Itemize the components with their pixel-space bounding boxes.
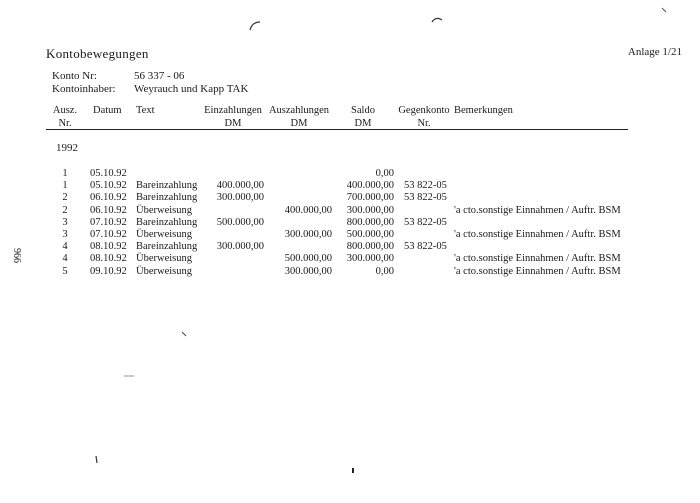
statement-nr-cell: 1 xyxy=(62,168,68,179)
statement-nr-cell: 2 xyxy=(62,192,68,204)
balance-cell: 500.000,00 xyxy=(346,229,394,240)
remark-cell: 'a cto.sonstige Einnahmen / Auftr. BSM xyxy=(454,265,621,277)
header-text: Text xyxy=(136,105,155,116)
date-cell: 05.10.92 xyxy=(90,180,127,192)
statement-nr-cell: 4 xyxy=(62,253,68,265)
counter-account-cell: 53 822-05 xyxy=(404,216,447,228)
remark-cell: 'a cto.sonstige Einnahmen / Auftr. BSM xyxy=(454,204,621,216)
date-cell: 09.10.92 xyxy=(90,265,127,277)
text-cell: Bareinzahlung xyxy=(136,180,198,192)
withdrawal-cell: 400.000,00 xyxy=(284,204,332,216)
withdrawal-cell: 300.000,00 xyxy=(284,229,332,240)
text-cell: Überweisung xyxy=(136,229,192,240)
date-cell: 05.10.92 xyxy=(90,168,127,179)
statement-nr-cell: 3 xyxy=(62,229,68,240)
deposit-cell: 300.000,00 xyxy=(216,241,264,253)
text-cell: Überweisung xyxy=(136,253,192,265)
text-cell: Bareinzahlung xyxy=(136,216,198,228)
date-cell: 08.10.92 xyxy=(90,241,127,253)
side-page-number: 966 xyxy=(11,248,22,263)
date-cell: 07.10.92 xyxy=(90,216,127,228)
balance-cell: 800.000,00 xyxy=(346,216,394,228)
remark-cell: 'a cto.sonstige Einnahmen / Auftr. BSM xyxy=(454,229,621,240)
counter-account-cell: 53 822-05 xyxy=(404,241,447,253)
balance-cell: 300.000,00 xyxy=(346,204,394,216)
account-holder-value: Weyrauch und Kapp TAK xyxy=(134,83,249,95)
account-number-value: 56 337 - 06 xyxy=(134,70,185,82)
year-label: 1992 xyxy=(56,142,78,154)
balance-cell: 400.000,00 xyxy=(346,180,394,192)
balance-cell: 700.000,00 xyxy=(346,192,394,204)
counter-account-cell: 53 822-05 xyxy=(404,180,447,192)
text-cell: Bareinzahlung xyxy=(136,192,198,204)
date-cell: 08.10.92 xyxy=(90,253,127,265)
account-holder-label: Kontoinhaber: xyxy=(52,83,116,95)
remark-cell: 'a cto.sonstige Einnahmen / Auftr. BSM xyxy=(454,253,621,265)
deposit-cell: 400.000,00 xyxy=(216,180,264,192)
header-remarks: Bemerkungen xyxy=(454,105,513,116)
annex-label: Anlage 1/21 xyxy=(627,46,682,58)
account-number-label: Konto Nr: xyxy=(52,70,97,82)
header-deposits: Einzahlungen DM xyxy=(204,105,262,129)
header-counter-account: Gegenkonto Nr. xyxy=(398,105,450,129)
date-cell: 07.10.92 xyxy=(90,229,127,240)
balance-cell: 800.000,00 xyxy=(346,241,394,253)
statement-nr-cell: 1 xyxy=(62,180,68,192)
text-cell: Überweisung xyxy=(136,204,192,216)
statement-nr-cell: 5 xyxy=(62,265,68,277)
header-balance: Saldo DM xyxy=(351,105,375,129)
balance-cell: 300.000,00 xyxy=(346,253,394,265)
withdrawal-cell: 500.000,00 xyxy=(284,253,332,265)
page-title: Kontobewegungen xyxy=(46,46,149,61)
text-cell: Überweisung xyxy=(136,265,192,277)
text-cell: Bareinzahlung xyxy=(136,241,198,253)
balance-cell: 0,00 xyxy=(375,265,394,277)
counter-account-cell: 53 822-05 xyxy=(404,192,447,204)
statement-nr-cell: 4 xyxy=(62,241,68,253)
balance-cell: 0,00 xyxy=(375,168,394,179)
deposit-cell: 500.000,00 xyxy=(216,216,264,228)
deposit-cell: 300.000,00 xyxy=(216,192,264,204)
statement-nr-cell: 3 xyxy=(62,216,68,228)
header-date: Datum xyxy=(93,105,122,116)
withdrawal-cell: 300.000,00 xyxy=(284,265,332,277)
date-cell: 06.10.92 xyxy=(90,204,127,216)
header-withdrawals: Auszahlungen DM xyxy=(268,105,330,129)
date-cell: 06.10.92 xyxy=(90,192,127,204)
statement-nr-cell: 2 xyxy=(62,204,68,216)
header-statement-nr: Ausz. Nr. xyxy=(52,105,78,129)
